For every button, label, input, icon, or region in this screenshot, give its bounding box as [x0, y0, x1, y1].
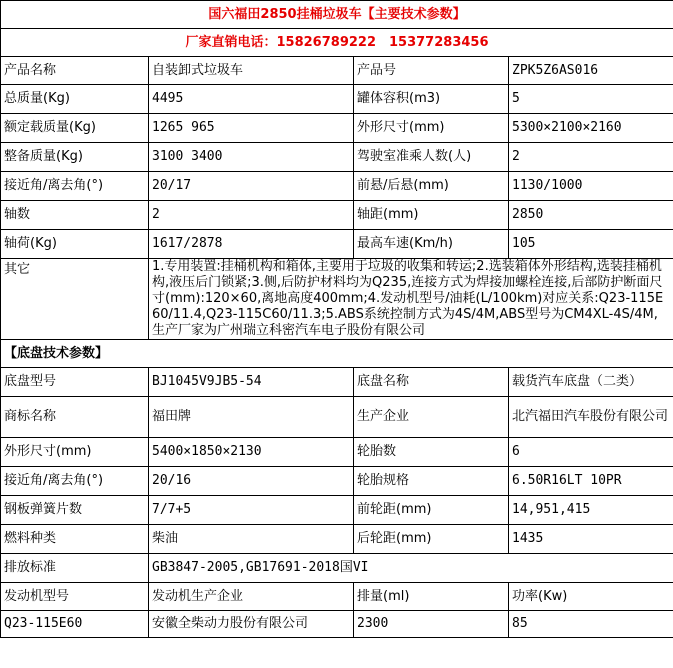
other-notes: 1.专用装置:挂桶机构和箱体,主要用于垃圾的收集和转运;2.选装箱体外形结构,选装挂桶机构,液压后门锁紧;3.侧,后防护材料均为Q235,连接方式为焊接加螺栓连接,后部防护断面尺寸(mm):120×60,离地高度400mm;4.发动机型号/油耗(L/100km)对应关系:Q23-115E60/11.4,Q23-115C60/11.3;5.ABS系统控制方式为4S/4M,ABS型号为CM4XL-4S/4M,生产厂家为广州瑞立科密汽车电子股份有限公司 — [149, 259, 673, 340]
spec-label: 整备质量(Kg) — [1, 143, 149, 172]
table-row — [1, 57, 673, 85]
spec-label: 轮胎数 — [354, 438, 509, 467]
emission-standard: GB3847-2005,GB17691-2018国VI — [149, 554, 673, 583]
column-header: 功率(Kw) — [509, 583, 673, 611]
spec-value: 自装卸式垃圾车 — [149, 57, 354, 85]
table-row — [1, 172, 673, 201]
spec-label: 最高车速(Km/h) — [354, 230, 509, 259]
spec-label: 钢板弹簧片数 — [1, 496, 149, 525]
spec-label: 额定载质量(Kg) — [1, 114, 149, 143]
engine-manufacturer: 安徽全柴动力股份有限公司 — [149, 611, 354, 638]
spec-value: 5400×1850×2130 — [149, 438, 354, 467]
spec-label: 后轮距(mm) — [354, 525, 509, 554]
table-row — [1, 143, 673, 172]
spec-value: 1265 965 — [149, 114, 354, 143]
spec-label: 外形尺寸(mm) — [1, 438, 149, 467]
spec-value: 105 — [509, 230, 673, 259]
spec-value: 2850 — [509, 201, 673, 230]
spec-value: 6 — [509, 438, 673, 467]
engine-displacement: 2300 — [354, 611, 509, 638]
spec-label: 商标名称 — [1, 397, 149, 438]
spec-value: 14,951,415 — [509, 496, 673, 525]
spec-value: 1130/1000 — [509, 172, 673, 201]
other-label: 其它 — [1, 259, 149, 340]
table-row — [1, 496, 673, 525]
spec-label: 前悬/后悬(mm) — [354, 172, 509, 201]
column-header: 发动机型号 — [1, 583, 149, 611]
spec-value: 1617/2878 — [149, 230, 354, 259]
spec-label: 前轮距(mm) — [354, 496, 509, 525]
spec-value: 柴油 — [149, 525, 354, 554]
spec-value: 3100 3400 — [149, 143, 354, 172]
table-row — [1, 85, 673, 114]
spec-label: 接近角/离去角(°) — [1, 467, 149, 496]
column-header: 排量(ml) — [354, 583, 509, 611]
spec-label: 产品号 — [354, 57, 509, 85]
engine-power: 85 — [509, 611, 673, 638]
spec-value: ZPK5Z6AS016 — [509, 57, 673, 85]
table-row — [1, 467, 673, 496]
table-row — [1, 554, 673, 583]
spec-label: 轴荷(Kg) — [1, 230, 149, 259]
engine-model: Q23-115E60 — [1, 611, 149, 638]
spec-value: 载货汽车底盘（二类） — [509, 368, 673, 397]
spec-value: 6.50R16LT 10PR — [509, 467, 673, 496]
table-row — [1, 368, 673, 397]
spec-value: 7/7+5 — [149, 496, 354, 525]
spec-value: 1435 — [509, 525, 673, 554]
table-row — [1, 525, 673, 554]
spec-value: 2 — [509, 143, 673, 172]
spec-label: 底盘型号 — [1, 368, 149, 397]
spec-value: 2 — [149, 201, 354, 230]
spec-label: 罐体容积(m3) — [354, 85, 509, 114]
spec-label: 轴数 — [1, 201, 149, 230]
spec-value: BJ1045V9JB5-54 — [149, 368, 354, 397]
spec-value: 5300×2100×2160 — [509, 114, 673, 143]
table-row — [1, 114, 673, 143]
spec-value: 北汽福田汽车股份有限公司 — [509, 397, 673, 438]
table-row — [1, 259, 673, 340]
spec-label: 外形尺寸(mm) — [354, 114, 509, 143]
spec-label: 驾驶室准乘人数(人) — [354, 143, 509, 172]
table-row — [1, 583, 673, 611]
table-row — [1, 201, 673, 230]
spec-label: 产品名称 — [1, 57, 149, 85]
spec-value: 4495 — [149, 85, 354, 114]
table-row — [1, 230, 673, 259]
spec-label: 轴距(mm) — [354, 201, 509, 230]
table-row — [1, 611, 673, 638]
contact-phone: 厂家直销电话：15826789222 15377283456 — [1, 29, 673, 57]
table-row — [1, 397, 673, 438]
table-row — [1, 438, 673, 467]
chassis-section-header: 【底盘技术参数】 — [1, 340, 673, 368]
page-title: 国六福田2850挂桶垃圾车【主要技术参数】 — [1, 1, 673, 29]
spec-label: 总质量(Kg) — [1, 85, 149, 114]
spec-value: 20/17 — [149, 172, 354, 201]
spec-value: 5 — [509, 85, 673, 114]
spec-label: 接近角/离去角(°) — [1, 172, 149, 201]
spec-value: 福田牌 — [149, 397, 354, 438]
spec-label: 底盘名称 — [354, 368, 509, 397]
spec-label: 生产企业 — [354, 397, 509, 438]
spec-value: 20/16 — [149, 467, 354, 496]
spec-label: 排放标准 — [1, 554, 149, 583]
column-header: 发动机生产企业 — [149, 583, 354, 611]
spec-label: 轮胎规格 — [354, 467, 509, 496]
spec-label: 燃料种类 — [1, 525, 149, 554]
